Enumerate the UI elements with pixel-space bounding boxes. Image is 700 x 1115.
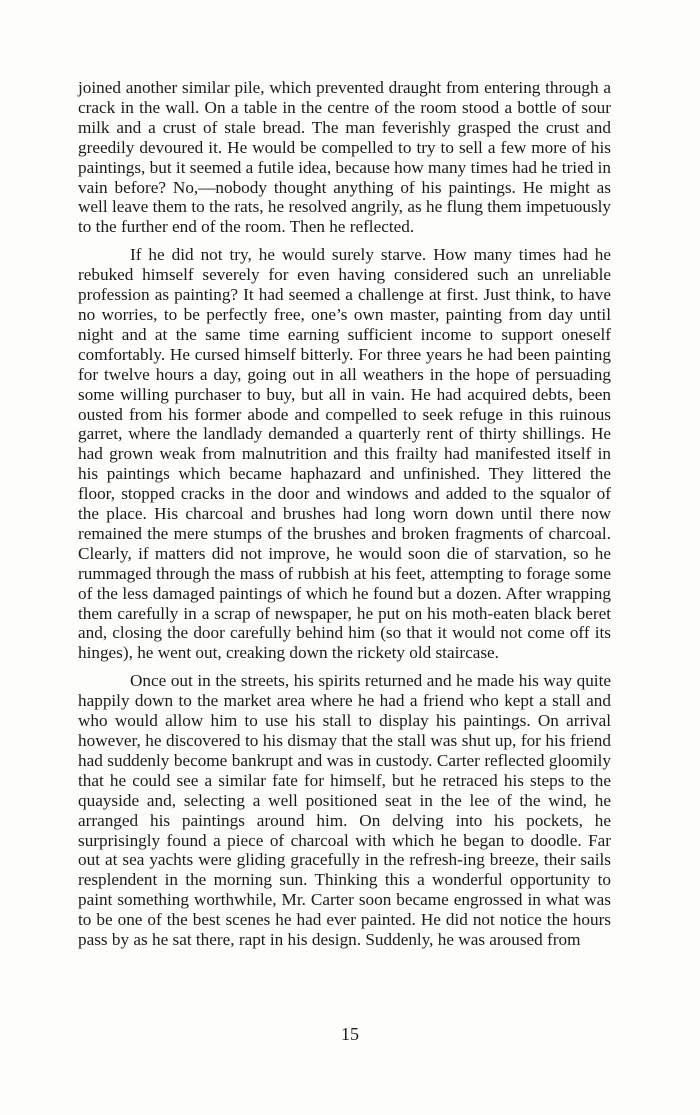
- paragraph: Once out in the streets, his spirits returned and he made his way quite happily down to the market area where he had a friend who kept a stall and who would allow him to use his stall to display his paintings. On arrival however, he discovered to his dismay that the stall was shut up, for his friend had suddenly become bankrupt and was in custody. Carter reflected gloomily that he could see a similar fate for himself, but he retraced his steps to the quayside and, selecting a well positioned seat in the lee of the wind, he arranged his paintings around him. On delving into his pockets, he surprisingly found a piece of charcoal with which he began to doodle. Far out at sea yachts were gliding gracefully in the refresh-ing breeze, their sails resplendent in the morning sun. Thinking this a wonderful opportunity to paint something worthwhile, Mr. Carter soon became engrossed in what was to be one of the best scenes he had ever painted. He did not notice the hours pass by as he sat there, rapt in his design. Suddenly, he was aroused from: [78, 671, 611, 950]
- page-number: 15: [341, 1024, 359, 1044]
- paragraph: If he did not try, he would surely starve. How many times had he rebuked himself severely for even having considered such an unreliable profession as painting? It had seemed a challenge at first. Just think, to have no worries, to be perfectly free, one’s own master, painting from day until night and at the same time earning sufficient income to support oneself comfortably. He cursed himself bitterly. For three years he had been painting for twelve hours a day, going out in all weathers in the hope of persuading some willing purchaser to buy, but all in vain. He had acquired debts, been ousted from his former abode and compelled to seek refuge in this ruinous garret, where the landlady demanded a quarterly rent of thirty shillings. He had grown weak from malnutrition and this frailty had manifested itself in his paintings which became haphazard and unfinished. They littered the floor, stopped cracks in the door and windows and added to the squalor of the place. His charcoal and brushes had long worn down until there now remained the mere stumps of the brushes and broken fragments of charcoal. Clearly, if matters did not improve, he would soon die of starvation, so he rummaged through the mass of rubbish at his feet, attempting to forage some of the less damaged paintings of which he found but a dozen. After wrapping them carefully in a scrap of newspaper, he put on his moth-eaten black beret and, closing the door carefully behind him (so that it would not come off its hinges), he went out, creaking down the rickety old staircase.: [78, 245, 611, 663]
- body-text: [78, 78, 611, 950]
- paragraph-continued: joined another similar pile, which prevented draught from entering through a crack in the wall. On a table in the centre of the room stood a bottle of sour milk and a crust of stale bread. The man feverishly grasped the crust and greedily devoured it. He would be compelled to try to sell a few more of his paintings, but it seemed a futile idea, because how many times had he tried in vain before? No,—nobody thought anything of his paintings. He might as well leave them to the rats, he resolved angrily, as he flung them impetuously to the further end of the room. Then he reflected.: [78, 78, 611, 237]
